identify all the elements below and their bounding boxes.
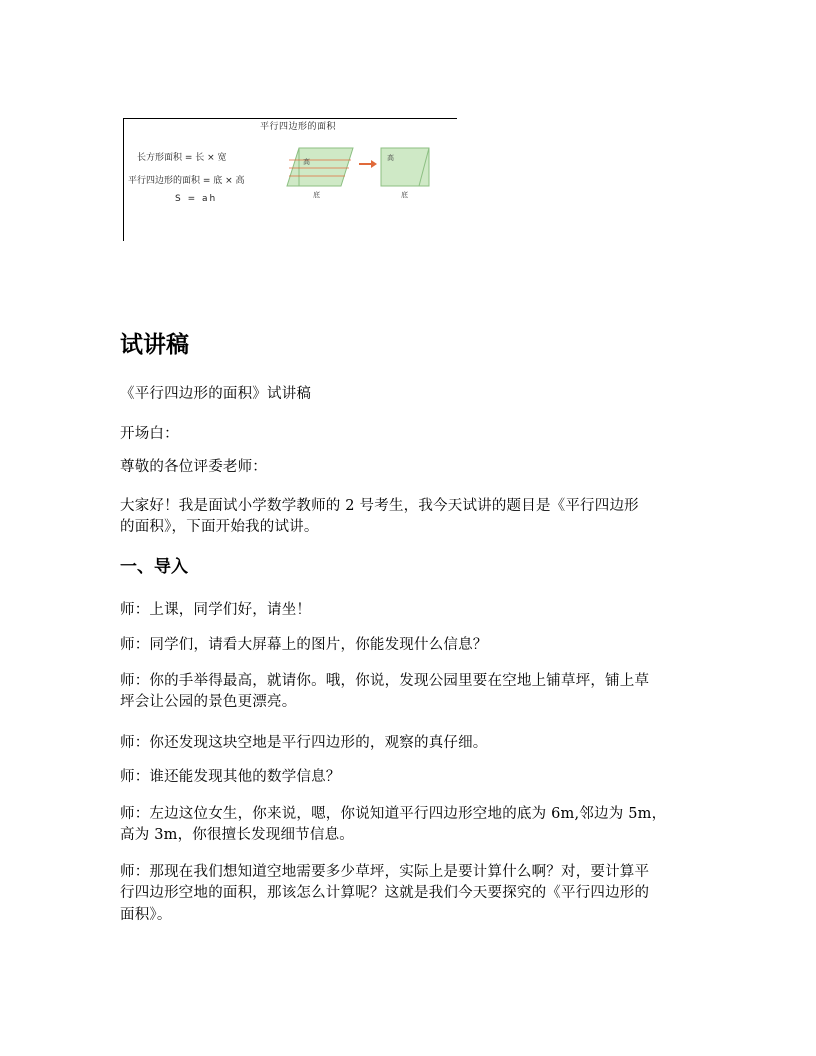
section-heading-intro: 一、导入	[120, 557, 188, 577]
area-symbol-formula: S = ah	[175, 194, 218, 204]
dialogue-line: 行四边形空地的面积，那该怎么计算呢？这就是我们今天要探究的《平行四边形的	[120, 885, 650, 901]
lecture-title: 《平行四边形的面积》试讲稿	[120, 386, 312, 402]
dialogue-line: 师：左边这位女生，你来说，嗯，你说知道平行四边形空地的底为 6m,邻边为 5m，	[120, 806, 667, 822]
intro-line-2: 的面积》，下面开始我的试讲。	[120, 519, 319, 535]
blackboard-figure	[123, 118, 457, 241]
opening-label: 开场白：	[120, 426, 179, 442]
greeting: 尊敬的各位评委老师：	[120, 459, 267, 475]
left-base-label: 底	[313, 191, 320, 199]
dialogue-line: 师：同学们，请看大屏幕上的图片，你能发现什么信息？	[120, 637, 488, 653]
dialogue-line: 师：那现在我们想知道空地需要多少草坪，实际上是要计算什么啊？对，要计算平	[120, 864, 650, 880]
dialogue-line: 师：谁还能发现其他的数学信息？	[120, 769, 341, 785]
right-base-label: 底	[401, 191, 408, 199]
right-height-label: 高	[387, 154, 394, 162]
parallelogram-area-formula: 平行四边形的面积 = 底 × 高	[128, 176, 245, 186]
intro-line-1: 大家好！我是面试小学数学教师的 2 号考生，我今天试讲的题目是《平行四边形	[120, 498, 639, 514]
document-heading: 试讲稿	[120, 332, 189, 358]
dialogue-line: 师：上课，同学们好，请坐！	[120, 602, 312, 618]
parallelogram-transform-diagram	[283, 146, 433, 206]
left-height-label: 高	[303, 158, 310, 166]
dialogue-line: 坪会让公园的景色更漂亮。	[120, 694, 297, 710]
dialogue-line: 师：你还发现这块空地是平行四边形的，观察的真仔细。	[120, 735, 488, 751]
dialogue-line: 高为 3m，你很擅长发现细节信息。	[120, 827, 354, 843]
board-left-border	[123, 118, 124, 241]
dialogue-line: 面积》。	[120, 907, 172, 923]
parallelogram-shape	[287, 148, 353, 186]
arrow-icon	[371, 160, 377, 168]
rectangle-area-formula: 长方形面积 = 长 × 宽	[137, 153, 227, 163]
dialogue-line: 师：你的手举得最高，就请你。哦，你说，发现公园里要在空地上铺草坪，铺上草	[120, 673, 650, 689]
board-title: 平行四边形的面积	[259, 122, 336, 132]
